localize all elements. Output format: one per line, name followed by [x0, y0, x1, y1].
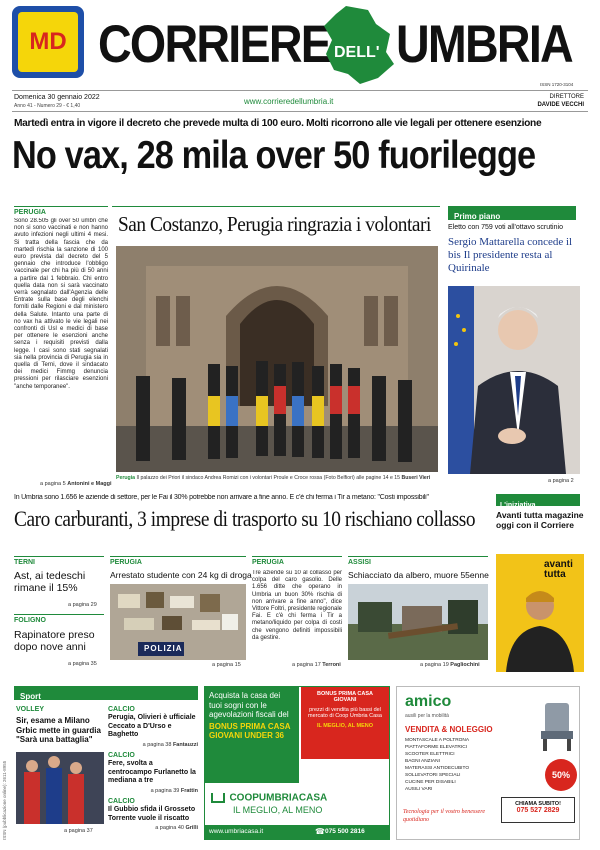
chair-icon [537, 693, 577, 753]
magazine-title: avanti tutta [544, 559, 573, 580]
coop-phone: 075 500 2816 [325, 828, 365, 835]
sport-item-2-headline: Fere, svolta a centrocampo Furlanetto la mediana a tre [108, 760, 196, 784]
sport-item-1-headline: Perugia, Olivieri è ufficiale Ceccato a D'Urso e Baghetto [108, 714, 196, 738]
fuel-body: Tre aziende su 10 al collasso per colpa del caro gasolio. Delle 1.656 ditte che operano in Umbria un buon 30% rischia di non arrivare a fine anno", dice Vittore Foltri, presidente regionale Fai. E c'è chi ferma i Tir a metano/liquido per colpa di costi che vengono definiti impossibili da gestire. [252, 570, 342, 641]
title-left: CORRIERE [98, 15, 331, 74]
amico-list [405, 737, 495, 793]
photo-story-rule [112, 206, 440, 207]
iniziativa-label-bar [496, 494, 580, 509]
sport-item-3-ref-page: a pagina 40 [155, 825, 184, 831]
fuel-section: PERUGIA [252, 559, 284, 566]
amico-discount: 50% [551, 770, 570, 780]
assisi-ref-author: Pagliochini [450, 662, 480, 668]
terni-section: TERNI [14, 559, 35, 566]
coop-ad-bonus: BONUS PRIMA CASA GIOVANI UNDER 36 [209, 721, 291, 740]
sport-item-3-section: CALCIO [108, 798, 135, 805]
amico-item-7: CUCINE PER DISABILI [405, 780, 456, 785]
sport-item-2-ref [108, 788, 198, 794]
sport-label-bar [14, 686, 198, 700]
discount-badge [545, 759, 577, 791]
fuel-ref-page: a pagina 17 [292, 662, 321, 668]
terni-rule [14, 556, 104, 557]
lead-ref-authors: Antonini e Maggi [67, 481, 112, 487]
sport-item-2-section: CALCIO [108, 752, 135, 759]
coop-ad-red [301, 687, 389, 759]
primo-piano-headline: Sergio Mattarella concede il bis Il presidente resta al Quirinale [448, 236, 573, 274]
lead-body: Sono 28.505 gli over 50 umbri che non si sono vaccinati e non hanno avuto infezioni negli ultimi 4 mesi. Si tratta della fascia che da martedì rischia la sanzione di 100 euro prevista dal decreto del 5 gennaio che introduce l'obbligo vaccinale per chi ha più di 50 anni a partire dal 1 febbraio. Chi entro quella data non si sarà vaccinato verrà segnalato dall'Agenzia delle Entrate sulla base degli elenchi forniti dalle Regioni e dal ministero della Salute. Intanto una parte di no vax ha attivato le vie legali nei confronti di Usl e medici di base per ottenere le esenzioni anche senza i requisiti previsti dalla legge. I casi sono stati segnalati sia nella provincia di Perugia sia in quella di Terni, dove il sindacato dei medici Fimmg denuncia pressioni per rilasciare esenzioni "anche temporanee". [14, 218, 108, 390]
tree-photo [348, 584, 488, 660]
primo-piano-label-bar [448, 206, 576, 220]
assisi-ref [420, 662, 480, 668]
sport-item-3-author: Grilli [185, 825, 198, 831]
volley-headline: Sir, esame a Milano Grbic mette in guardia "Sarà una battaglia" [16, 716, 101, 744]
coop-ad-green [205, 687, 299, 783]
website-link[interactable]: www.corrieredellumbria.it [244, 97, 334, 106]
photo-caption-text: Il palazzo dei Priori il sindaco Andrea Romizi con i volontari Proule e Croce rossa (Foto Belfiori) [136, 475, 355, 481]
iniziativa-headline: Avanti tutta magazine oggi con il Corriere [496, 510, 584, 530]
police-label: POLIZIA [144, 644, 183, 653]
sport-item-1-section: CALCIO [108, 706, 135, 713]
volley-ref: a pagina 37 [64, 828, 93, 834]
coop-ad-red-bottom: IL MEGLIO, AL MENO [316, 723, 374, 729]
coop-brand-name: COOPUMBRIACASA [229, 792, 328, 804]
terni-ref: a pagina 29 [68, 602, 97, 608]
primo-piano-ref: a pagina 2 [548, 478, 574, 484]
sport-item-1 [108, 706, 198, 748]
coop-tagline: IL MEGLIO, AL MENO [233, 805, 323, 815]
foligno-rule [14, 614, 104, 615]
photo-story-title: San Costanzo, Perugia ringrazia i volontari [118, 212, 431, 236]
primo-piano-label: Primo piano [454, 212, 501, 221]
foligno-ref: a pagina 35 [68, 661, 97, 667]
amico-cta-box [501, 797, 575, 823]
fuel-rule [252, 556, 342, 557]
dateline [12, 90, 588, 112]
coop-footer [205, 825, 389, 839]
sport-label: Sport [20, 692, 41, 701]
foligno-headline: Rapinatore preso dopo nove anni [14, 629, 95, 653]
amico-item-6: SOLLEVATORI SPECIALI [405, 773, 461, 778]
photo-ref: alle pagine 14 e 15 [356, 475, 401, 481]
lead-section: PERUGIA [14, 209, 46, 216]
amico-phone: 075 527 2829 [516, 807, 560, 814]
masthead-title [98, 14, 588, 74]
edition: Anno 41 - Numero 29 - € 1,40 [14, 103, 81, 109]
lead-ref-page: a pagina 5 [40, 481, 66, 487]
fuel-headline: Caro carburanti, 3 imprese di trasporto su 10 rischiano collasso [14, 506, 476, 531]
md-logo [12, 6, 84, 78]
coop-website[interactable]: www.umbriacasa.it [209, 828, 264, 835]
amico-item-3: SCOOTER ELETTRICI [405, 752, 455, 757]
amico-ad[interactable] [396, 686, 580, 840]
amico-title: VENDITA & NOLEGGIO [405, 725, 493, 734]
volley-photo [16, 752, 104, 824]
amico-footer: Tecnologia per il vostro benessere quotidiano [403, 809, 485, 823]
magazine-cover [496, 554, 584, 672]
sport-item-2 [108, 752, 198, 794]
phone-icon: ☎ [315, 827, 325, 836]
iniziativa-label: L'iniziativa [500, 502, 536, 509]
assisi-section: ASSISI [348, 559, 371, 566]
coop-ad-text: Acquista la casa dei tuoi sogni con le agevolazioni fiscali del [209, 691, 289, 719]
amico-item-8: AUSILI VARI [405, 787, 433, 792]
fuel-ref [292, 662, 341, 668]
primo-piano-kicker: Eletto con 759 voti all'ottavo scrutinio [448, 224, 563, 231]
fuel-kicker: In Umbria sono 1.656 le aziende di settore, per le Fai il 30% potrebbe non arrivare a fine anno. E c'è chi ferma i Tir a metano: "Costi impossibili" [14, 494, 429, 501]
md-logo-text: MD [29, 28, 67, 55]
arrest-rule [110, 556, 246, 557]
coop-ad-red-text: prezzi di vendita più bassi del mercato di Coop Umbria Casa [308, 707, 382, 719]
lead-rule [14, 206, 108, 207]
sport-item-1-author: Fantauzzi [172, 741, 198, 748]
sport-item-2-ref-page: a pagina 39 [150, 787, 180, 794]
assisi-headline: Schiacciato da albero, muore 55enne [348, 570, 489, 580]
director-label: DIRETTORE [549, 94, 584, 100]
photo-caption [116, 475, 438, 481]
issn-line: ISSN 1720-3104 [540, 82, 574, 87]
director-name: DAVIDE VECCHI [537, 102, 584, 108]
amico-item-1: MONTASCALE A POLTRONA [405, 738, 470, 743]
mattarella-photo [448, 286, 580, 474]
amico-cta: CHIAMA SUBITO! [515, 801, 561, 807]
drugs-photo [110, 584, 246, 660]
date: Domenica 30 gennaio 2022 [14, 94, 100, 101]
terni-headline: Ast, ai tedeschi rimane il 15% [14, 570, 86, 594]
amico-item-5: MATERASSI ANTIDECUBITO [405, 766, 470, 771]
lead-kicker: Martedì entra in vigore il decreto che prevede multa di 100 euro. Molti ricorrono alle vie legali per ottenere esenzione [14, 118, 542, 129]
arrest-ref: a pagina 15 [212, 662, 241, 668]
lead-headline: No vax, 28 mila over 50 fuorilegge [12, 134, 536, 177]
assisi-rule [348, 556, 488, 557]
title-mid: DELL' [334, 44, 380, 61]
photo-caption-place: Perugia [116, 475, 136, 481]
amico-sub: ausili per la mobilità [405, 713, 449, 719]
sport-item-3 [108, 798, 198, 831]
assisi-ref-page: a pagina 19 [420, 662, 449, 668]
coop-ad-red-title: BONUS PRIMA CASA GIOVANI [316, 691, 374, 703]
amico-item-2: PIATTAFORME ELEVATRICI [405, 745, 468, 750]
sport-item-1-ref [108, 742, 198, 748]
sport-item-3-ref [108, 825, 198, 831]
amico-brand: amico [405, 693, 452, 710]
photo-ref-authors: Buseri Vieri [401, 475, 431, 481]
sport-item-2-author: Frattin [180, 787, 198, 794]
coop-ad[interactable] [204, 686, 390, 840]
lead-ref [40, 481, 112, 487]
sport-item-1-ref-page: a pagina 38 [142, 741, 172, 748]
amico-item-4: BAGNI ANZIANI [405, 759, 440, 764]
church-photo [116, 246, 438, 472]
side-note: ISSN (pubblicazione online): 2611-8955 [2, 760, 7, 840]
volley-section: VOLLEY [16, 706, 45, 713]
house-icon [211, 793, 225, 803]
arrest-section: PERUGIA [110, 559, 142, 566]
fuel-ref-author: Terroni [322, 662, 341, 668]
arrest-headline: Arrestato studente con 24 kg di droga [110, 570, 252, 580]
title-right: UMBRIA [396, 15, 572, 74]
foligno-section: FOLIGNO [14, 617, 46, 624]
sport-item-3-headline: Il Gubbio sfida il Grosseto Torrente vuole il riscatto [108, 806, 196, 822]
